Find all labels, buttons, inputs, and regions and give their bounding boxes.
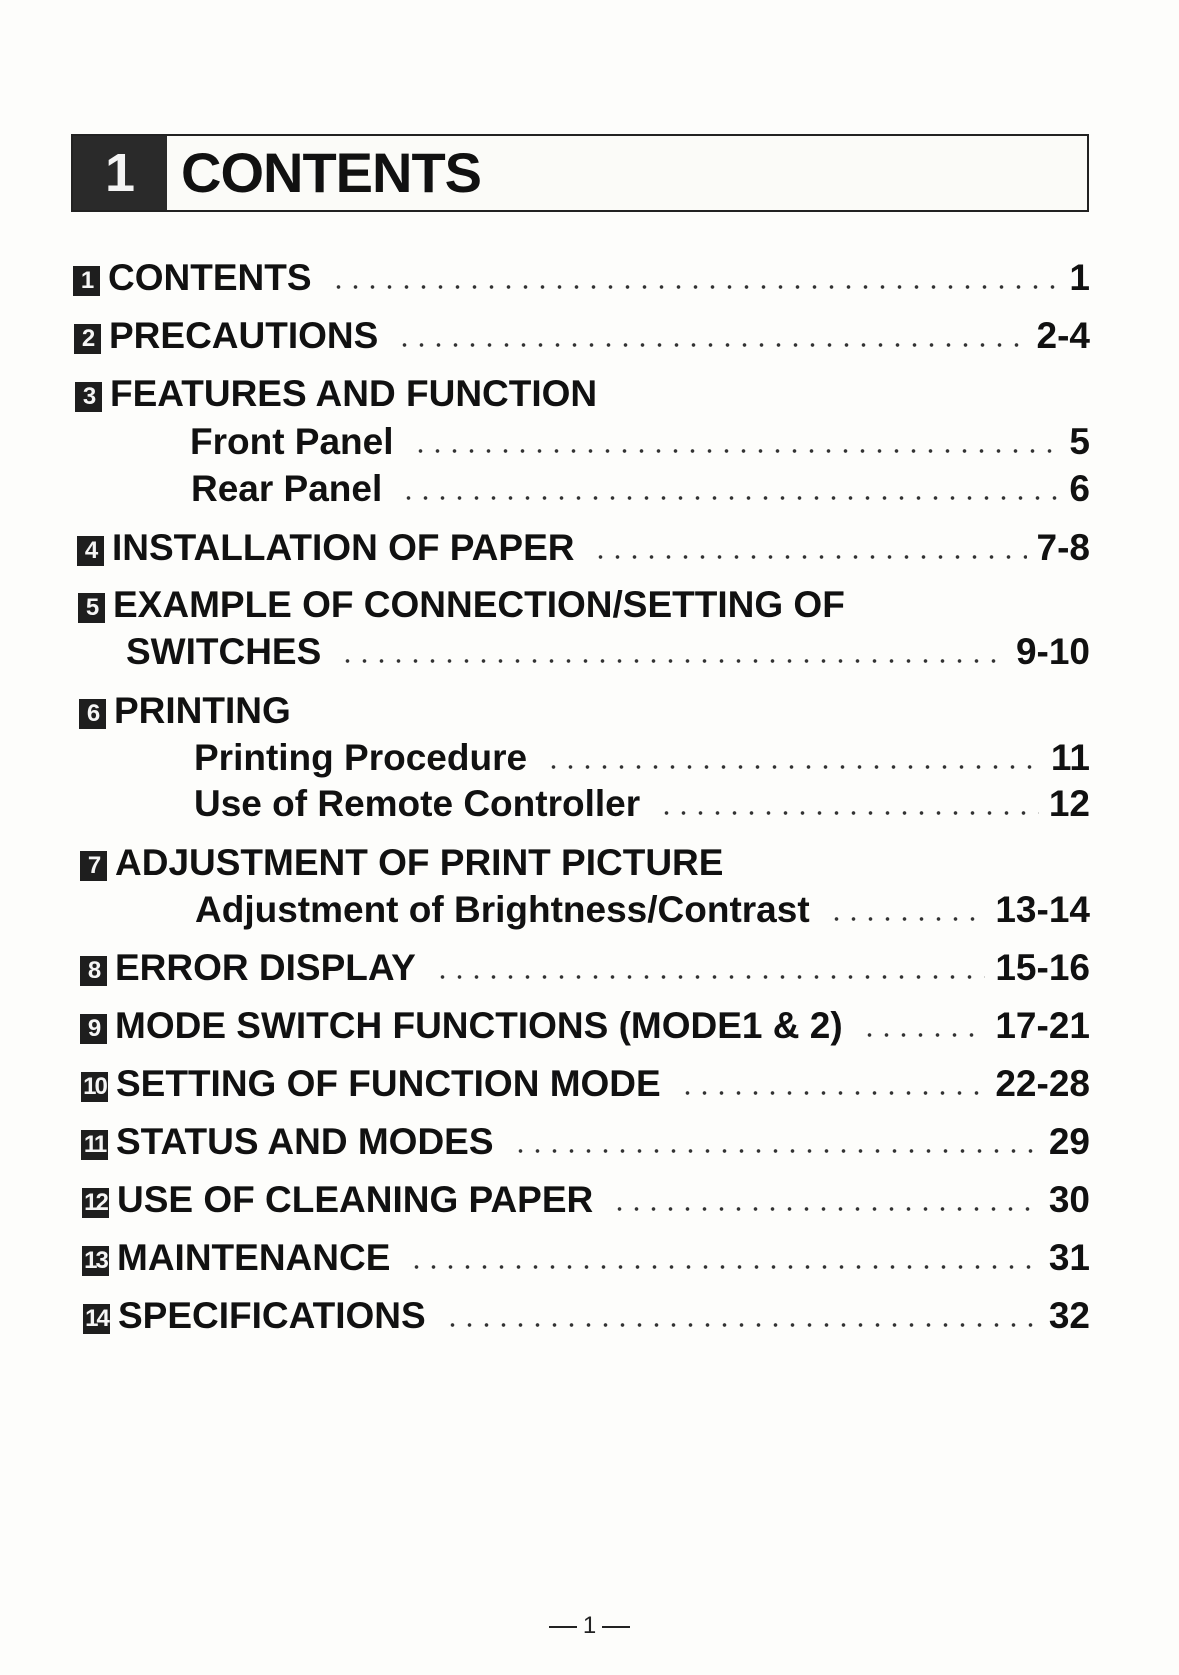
section-badge: 8 [80,956,107,986]
toc-entry-maintenance[interactable] [82,1236,1090,1280]
toc-entry-page: 31 [1048,1237,1090,1278]
section-badge: 10 [81,1072,108,1102]
section-badge: 14 [83,1304,110,1334]
section-badge: 1 [73,266,100,296]
section-number-badge: 1 [73,136,167,210]
toc-entry-title: SPECIFICATIONS [118,1295,426,1336]
toc-entry-title: ADJUSTMENT OF PRINT PICTURE [115,842,724,883]
toc-entry-title: Use of Remote Controller [194,783,641,824]
toc-entry-title: EXAMPLE OF CONNECTION/SETTING OF [113,584,845,625]
dot-leader [412,448,1060,454]
toc-entry-use-of-cleaning-paper[interactable] [82,1178,1090,1222]
toc-entry-title: CONTENTS [108,257,312,298]
toc-entry-precautions[interactable] [74,314,1090,358]
toc-entry-example-of-connection[interactable] [78,583,1090,627]
dot-leader [512,1148,1039,1154]
toc-entry-title: Front Panel [190,421,394,462]
dot-leader [611,1206,1039,1212]
toc-subentry-use-of-remote-controller[interactable] [194,782,1090,826]
toc-entry-title: INSTALLATION OF PAPER [112,527,575,568]
section-badge: 11 [81,1130,108,1160]
footer-page-number: 1 [582,1612,597,1639]
toc-entry-error-display[interactable] [80,946,1090,990]
toc-entry-title: Printing Procedure [194,737,528,778]
dot-leader [434,974,985,980]
section-badge: 9 [80,1014,107,1044]
toc-entry-title: MODE SWITCH FUNCTIONS (MODE1 & 2) [115,1005,843,1046]
toc-entry-page: 9-10 [1015,631,1090,672]
toc-entry-page: 30 [1048,1179,1090,1220]
page-footer [0,1612,1179,1640]
toc-entry-page: 12 [1048,783,1090,824]
dot-leader [330,284,1060,290]
toc-entry-contents[interactable] [73,256,1090,300]
page-title: CONTENTS [181,141,481,204]
toc-entry-page: 17-21 [995,1005,1090,1046]
toc-entry-page: 11 [1050,737,1090,778]
toc-entry-status-and-modes[interactable] [81,1120,1090,1164]
toc-entry-page: 29 [1048,1121,1090,1162]
section-badge: 5 [78,593,105,623]
toc-entry-page: 2-4 [1036,315,1090,356]
toc-entry-page: 5 [1069,421,1090,462]
toc-entry-page: 22-28 [995,1063,1090,1104]
dot-leader [444,1322,1039,1328]
toc-entry-switches-continuation[interactable] [126,630,1090,674]
toc-entry-title: PRINTING [114,690,291,731]
toc-entry-title: USE OF CLEANING PAPER [117,1179,594,1220]
toc-entry-features-and-function[interactable] [75,372,1090,416]
section-badge: 7 [80,851,107,881]
footer-dash-left [549,1626,577,1628]
section-badge: 13 [82,1246,109,1276]
dot-leader [861,1032,986,1038]
footer-dash-right [602,1626,630,1628]
section-badge: 3 [75,382,102,412]
toc-entry-adjustment-of-print-picture[interactable] [80,841,1090,885]
section-badge: 4 [77,536,104,566]
toc-subentry-adjustment-of-brightness-contrast[interactable] [195,888,1090,932]
toc-entry-title: Adjustment of Brightness/Contrast [195,889,810,930]
toc-entry-printing[interactable] [79,689,1090,733]
toc-entry-title: PRECAUTIONS [109,315,379,356]
toc-entry-title: Rear Panel [191,468,383,509]
toc-entry-installation-of-paper[interactable] [77,526,1090,570]
toc-entry-title: MAINTENANCE [117,1237,391,1278]
section-header [71,134,1089,212]
toc-entry-page: 32 [1048,1295,1090,1336]
toc-entry-page: 13-14 [995,889,1090,930]
dot-leader [408,1264,1038,1270]
toc-entry-page: 6 [1069,468,1090,509]
section-badge: 2 [74,324,101,354]
dot-leader [592,554,1026,560]
dot-leader [339,658,1006,664]
toc-entry-title: SETTING OF FUNCTION MODE [116,1063,661,1104]
toc-entry-title: ERROR DISPLAY [115,947,416,988]
dot-leader [396,342,1026,348]
dot-leader [658,810,1039,816]
toc-subentry-rear-panel[interactable] [191,467,1090,511]
toc-entry-mode-switch-functions[interactable] [80,1004,1090,1048]
toc-entry-title: STATUS AND MODES [116,1121,494,1162]
dot-leader [400,495,1059,501]
section-badge: 12 [82,1188,109,1218]
toc-entry-title: FEATURES AND FUNCTION [110,373,598,414]
toc-entry-page: 7-8 [1036,527,1090,568]
toc-entry-page: 1 [1069,257,1090,298]
toc-subentry-front-panel[interactable] [190,420,1090,464]
dot-leader [545,764,1041,770]
toc-entry-setting-of-function-mode[interactable] [81,1062,1090,1106]
toc-entry-specifications[interactable] [83,1294,1090,1338]
toc-entry-page: 15-16 [995,947,1090,988]
dot-leader [828,916,986,922]
toc-entry-title: SWITCHES [126,631,322,672]
dot-leader [679,1090,986,1096]
section-badge: 6 [79,699,106,729]
toc-subentry-printing-procedure[interactable] [194,736,1090,780]
